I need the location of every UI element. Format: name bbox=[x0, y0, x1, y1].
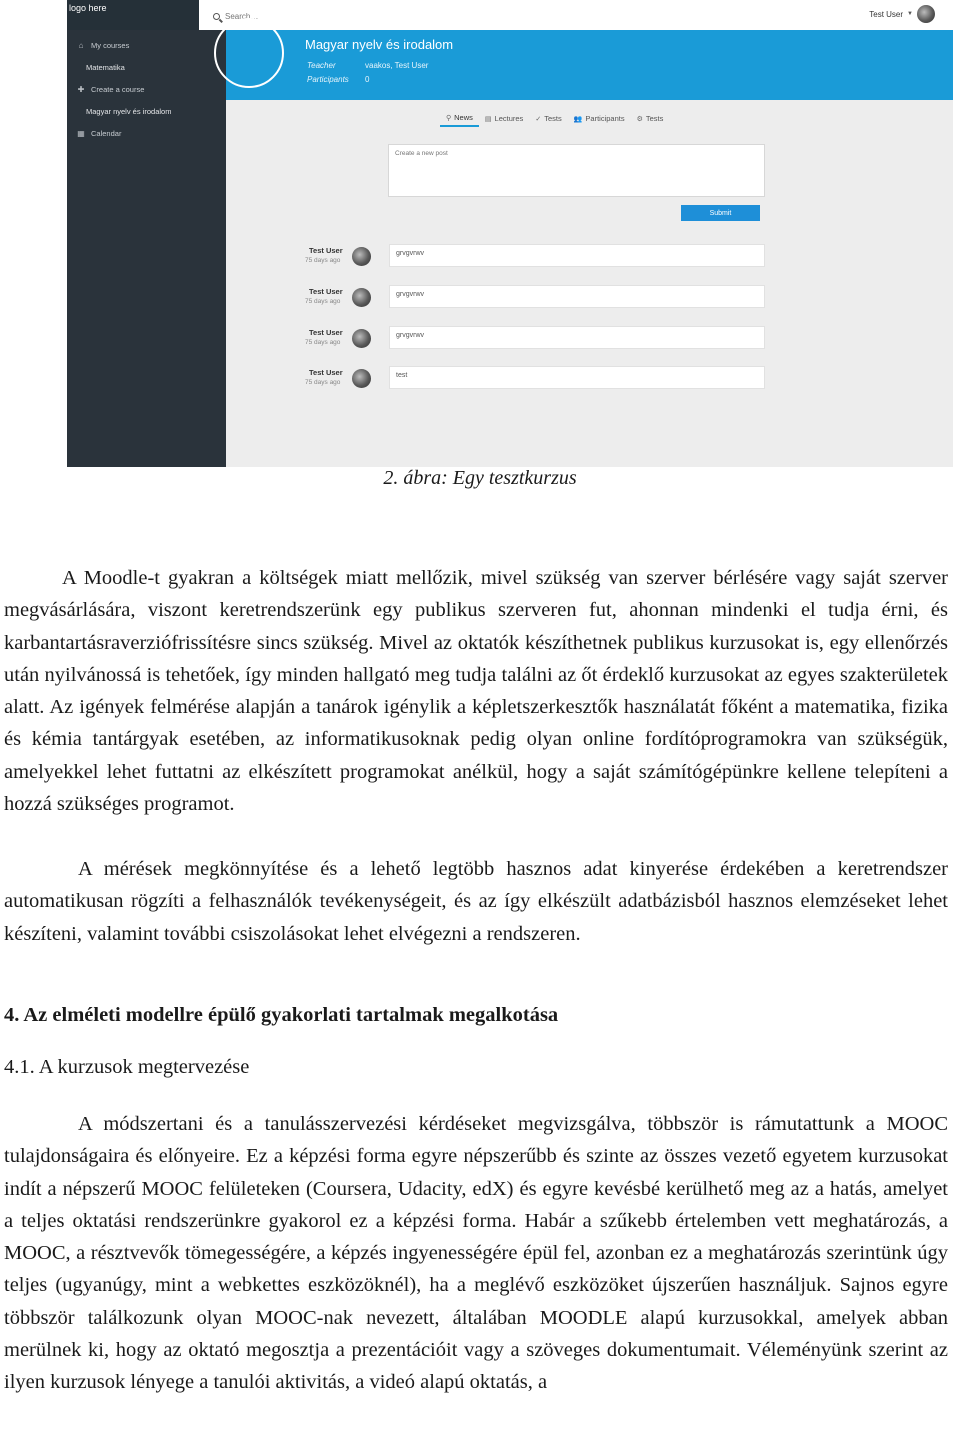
users-icon: 👥 bbox=[573, 115, 583, 123]
post-item bbox=[67, 285, 953, 315]
sidebar-item-label: Calendar bbox=[91, 128, 122, 138]
top-navbar bbox=[67, 0, 953, 31]
check-icon: ✓ bbox=[535, 115, 542, 123]
tab-tests-2[interactable] bbox=[631, 113, 670, 127]
avatar bbox=[352, 369, 371, 388]
tab-label: Lectures bbox=[494, 114, 524, 123]
tab-participants[interactable] bbox=[568, 113, 631, 127]
avatar bbox=[352, 247, 371, 266]
tab-label: News bbox=[454, 113, 473, 122]
sidebar-item-matematika[interactable] bbox=[67, 56, 226, 78]
post-item bbox=[67, 366, 953, 396]
post-message: grvgvrwv bbox=[389, 244, 765, 267]
sidebar-item-label: Create a course bbox=[91, 84, 145, 94]
course-title: Magyar nyelv és irodalom bbox=[305, 37, 454, 52]
paragraph-1: A Moodle-t gyakran a költségek miatt mellőzik, mivel szükség van szerver bérlésére vagy saját szerver megvásárlására, viszont keretrendszerünk egy publikus szerveren fut, ahonnan mindenki el tudja érni, és karbantartásraverziófrissítésre sincs szükség. Mivel az oktatók készíthetnek publikus kurzusokat is, egy ellenőrzés után nyilvánossá is tehetőek, így minden hallgató meg tudja találni az őt érdeklő kurzusokat az egyes szakterületek alatt. Az igények felmérése alapján a tanárok igénylik a képletszerkesztők használatát főként a matematika, fizika és kémia tantárgyak esetében, az informatikusoknak pedig olyan online fordítóprogramokra van szükségük, amelyekkel lehet futtatni az elkészített programokat anélkül, hogy a saját számítógépünkre kellene telepíteni a hozzá szükséges programot. bbox=[4, 567, 948, 816]
tab-label: Tests bbox=[544, 114, 562, 123]
post-time: 75 days ago bbox=[305, 298, 341, 305]
new-post-input[interactable] bbox=[388, 144, 765, 197]
sidebar-item-calendar[interactable] bbox=[67, 122, 226, 144]
paragraph-2: A mérések megkönnyítése és a lehető legtöbb hasznos adat kinyerése érdekében a keretrendszer automatikusan rögzíti a felhasználók tevékenységeit, és az így elkészült adatbázisból hasznos elemzéseket lehet készíteni, valamint további csiszolásokat lehet elvégezni a rendszeren. bbox=[4, 858, 948, 945]
post-message: grvgvrwv bbox=[389, 285, 765, 308]
post-message: grvgvrwv bbox=[389, 326, 765, 349]
sidebar-item-label: My courses bbox=[91, 40, 130, 50]
paragraph-3: A módszertani és a tanulásszervezési kérdéseket megvizsgálva, többször is rámutattunk a MOOC tulajdonságaira és előnyeire. Ez a képzési forma egyre népszerűbb és szinte az összes vezető egyetem kurzusokat indít a népszerű MOOC felületeken (Coursera, Udacity, edX) és egyre kevésbé kerülhető meg az a hatás, amelyet a teljes oktatási rendszerünkre gyakorol ez a képzési forma. Habár a szűkebb értelemben vett meghatározás, a MOOC, a résztvevők tömegességére, a képzés ingyenességére épül fel, azonban ez a meghatározás szerintünk úgy teljes (ugyanúgy, mint a webkettes eszközöknél), ha a meglévő eszközöket újszerűen használjuk. Sajnos egyre többször találkozunk olyan MOOC-nak nevezett, általában MOODLE alapú kurzusokkal, amelyek abban merülnek ki, hogy az oktató megosztja a prezentációit vagy a szöveges dokumentumait. Véleményünk szerint az ilyen kurzusok lényege a tanulói aktivitás, a videó alapú oktatás, a bbox=[4, 1113, 948, 1394]
sidebar-item-create-course[interactable] bbox=[67, 78, 226, 100]
course-image bbox=[214, 18, 284, 88]
post-item bbox=[67, 244, 953, 274]
sidebar-item-label: Magyar nyelv és irodalom bbox=[86, 106, 172, 116]
avatar bbox=[352, 288, 371, 307]
subsection-heading: 4.1. A kurzusok megtervezése bbox=[4, 1056, 250, 1078]
course-participants bbox=[307, 75, 369, 84]
participants-label: Participants bbox=[307, 75, 349, 84]
search-icon bbox=[213, 13, 220, 20]
teacher-value: vaakos, Test User bbox=[365, 61, 429, 70]
plus-icon: ✚ bbox=[77, 84, 85, 94]
teacher-label: Teacher bbox=[307, 61, 336, 70]
post-time: 75 days ago bbox=[305, 339, 341, 346]
user-menu[interactable] bbox=[869, 5, 935, 23]
post-message: test bbox=[389, 366, 765, 389]
post-time: 75 days ago bbox=[305, 257, 341, 264]
post-author[interactable]: Test User bbox=[309, 368, 343, 377]
tab-label: Participants bbox=[585, 114, 625, 123]
post-item bbox=[67, 326, 953, 356]
tab-lectures[interactable] bbox=[479, 113, 529, 127]
post-time: 75 days ago bbox=[305, 379, 341, 386]
participants-value: 0 bbox=[365, 75, 370, 84]
book-icon: ▤ bbox=[484, 115, 492, 123]
caret-down-icon: ▼ bbox=[907, 11, 913, 17]
tab-tests[interactable] bbox=[529, 113, 567, 127]
user-name: Test User bbox=[869, 9, 904, 19]
course-screenshot bbox=[67, 0, 953, 467]
post-author[interactable]: Test User bbox=[309, 328, 343, 337]
avatar bbox=[352, 329, 371, 348]
calendar-icon: ▦ bbox=[77, 128, 85, 138]
logo[interactable]: logo here bbox=[67, 0, 199, 30]
figure-caption: 2. ábra: Egy tesztkurzus bbox=[383, 467, 577, 489]
post-author[interactable]: Test User bbox=[309, 246, 343, 255]
sidebar-item-label: Matematika bbox=[86, 62, 125, 72]
course-teacher bbox=[307, 61, 428, 70]
tab-label: Tests bbox=[645, 114, 664, 123]
post-author[interactable]: Test User bbox=[309, 287, 343, 296]
section-heading: 4. Az elméleti modellre épülő gyakorlati tartalmak megalkotása bbox=[4, 1004, 559, 1026]
sidebar-item-magyar[interactable] bbox=[67, 100, 226, 122]
sidebar-item-my-courses[interactable] bbox=[67, 34, 226, 56]
gears-icon: ⚙ bbox=[636, 115, 643, 123]
course-tabs bbox=[440, 113, 669, 127]
submit-button[interactable]: Submit bbox=[681, 205, 760, 221]
pin-icon: ⚲ bbox=[446, 114, 452, 122]
avatar[interactable] bbox=[917, 5, 935, 23]
tab-news[interactable] bbox=[440, 113, 479, 127]
home-icon: ⌂ bbox=[78, 40, 84, 50]
